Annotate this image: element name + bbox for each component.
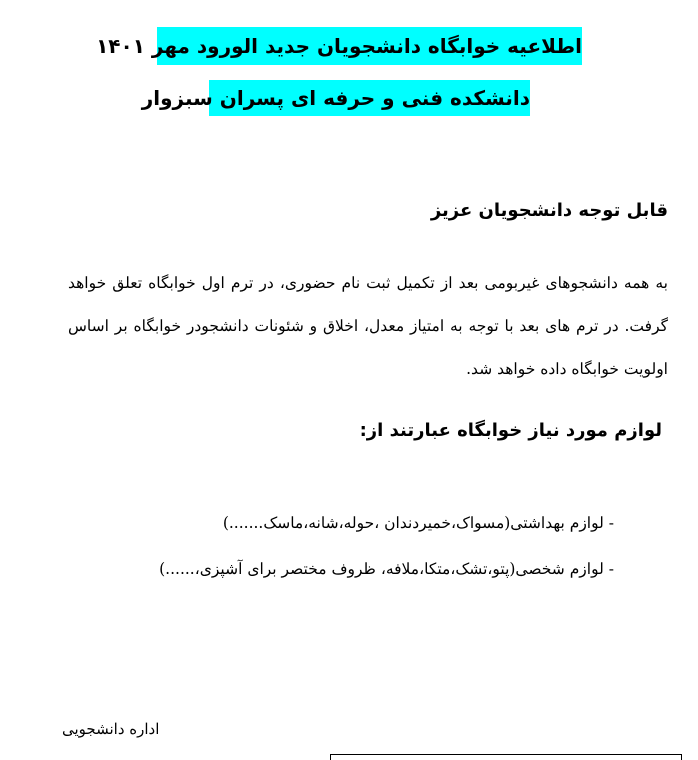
page-frame-edge (330, 754, 682, 760)
notice-title-line1: اطلاعیه خوابگاه دانشجویان جدید الورود مهر ۱۴۰۱ (157, 27, 582, 65)
attention-heading: قابل توجه دانشجویان عزیز (430, 200, 668, 221)
requirement-item-personal: - لوازم شخصی(پتو،تشک،متکا،ملافه، ظروف مختصر برای آشپزی،......) (159, 560, 614, 578)
requirements-heading: لوازم مورد نیاز خوابگاه عبارتند از: (359, 420, 662, 441)
signature: اداره دانشجویی (62, 720, 160, 738)
requirement-item-hygiene: - لوازم بهداشتی(مسواک،خمیردندان ،حوله،شانه،ماسک.......) (222, 514, 614, 532)
notice-paragraph: به همه دانشجوهای غیربومی بعد از تکمیل ثبت نام حضوری، در ترم اول خوابگاه تعلق خواهد گرفت. در ترم های بعد با توجه به امتیاز معدل، اخلاق و شئونات دانشجودر خوابگاه بر اساس اولویت خوابگاه داده خواهد شد. (68, 274, 668, 378)
notice-title-line2: دانشکده فنی و حرفه ای پسران سبزوار (209, 80, 530, 116)
